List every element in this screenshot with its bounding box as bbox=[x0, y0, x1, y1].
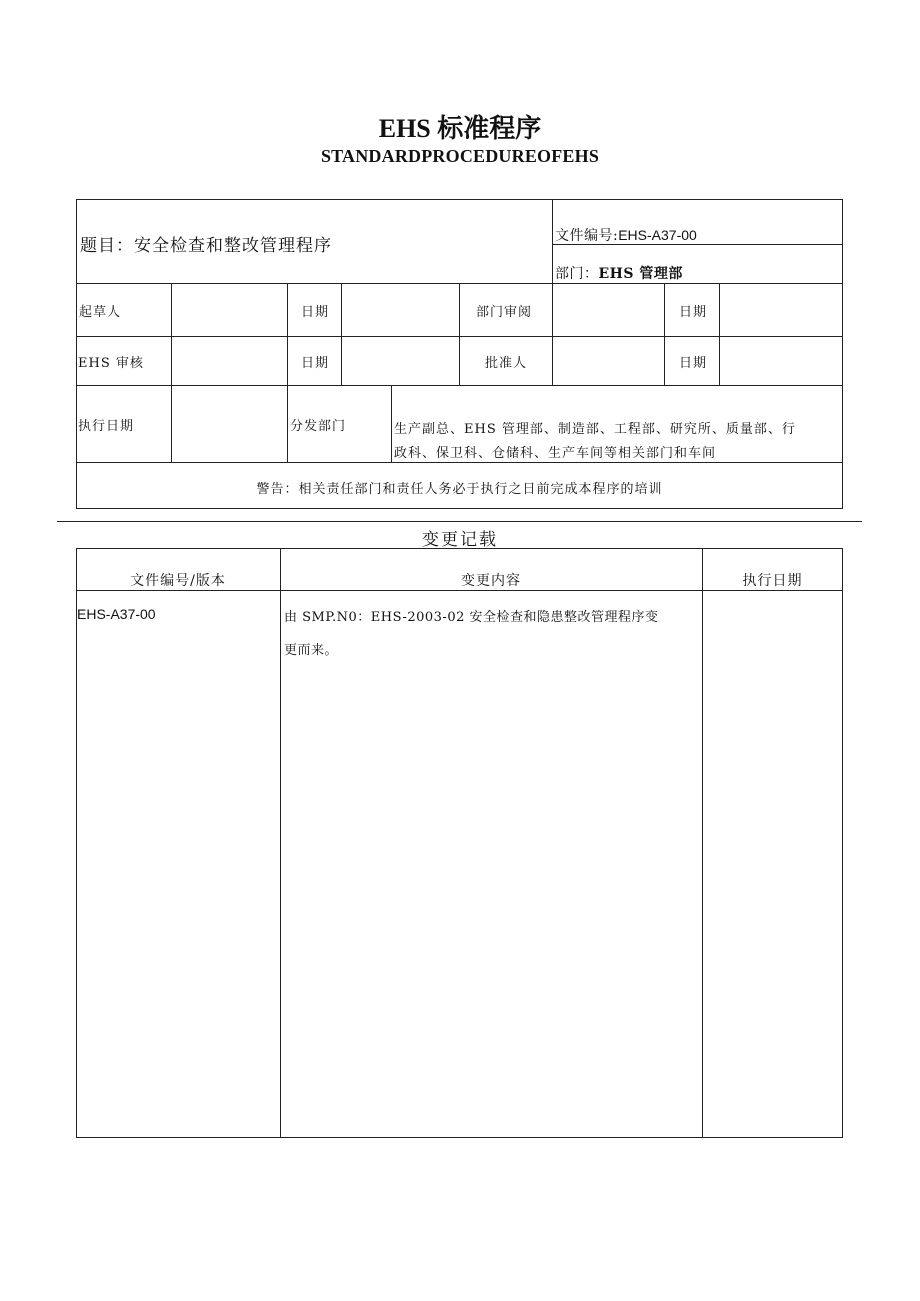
date-label: 日期 bbox=[301, 305, 330, 320]
doc-number-field bbox=[555, 225, 697, 245]
table-divider bbox=[76, 590, 843, 591]
table-cell-version: EHS-A37-00 bbox=[77, 606, 156, 622]
table-divider bbox=[719, 283, 720, 385]
table-divider bbox=[76, 385, 843, 386]
table-cell-content: 更而来。 bbox=[284, 643, 339, 658]
dept-value: EHS 管理部 bbox=[598, 266, 683, 282]
table-divider bbox=[459, 283, 460, 385]
subject-label: 题目： bbox=[80, 236, 134, 256]
ehs-review-label: EHS 审核 bbox=[78, 356, 144, 371]
distribution-list-line: 生产副总、EHS 管理部、制造部、工程部、研究所、质量部、行 bbox=[394, 422, 796, 437]
table-divider bbox=[391, 385, 392, 462]
section-separator bbox=[57, 521, 862, 522]
column-header-content: 变更内容 bbox=[461, 573, 521, 589]
table-divider bbox=[280, 548, 281, 1138]
date-label: 日期 bbox=[301, 356, 330, 371]
approver-label: 批准人 bbox=[485, 356, 528, 371]
table-cell-content: 由 SMP.N0：EHS-2003-02 安全检查和隐患整改管理程序变 bbox=[284, 610, 659, 625]
dept-field bbox=[555, 263, 683, 283]
table-divider bbox=[552, 199, 553, 283]
change-record-table bbox=[76, 548, 843, 1138]
subject-field bbox=[80, 231, 332, 256]
distribution-label: 分发部门 bbox=[290, 419, 347, 434]
table-divider bbox=[552, 283, 553, 385]
table-divider bbox=[341, 283, 342, 385]
doc-number-value: EHS-A37-00 bbox=[618, 227, 697, 243]
drafter-label: 起草人 bbox=[79, 305, 122, 320]
page-subtitle: STANDARDPROCEDUREOFEHS bbox=[320, 146, 600, 166]
date-label: 日期 bbox=[679, 356, 708, 371]
table-divider bbox=[76, 462, 843, 463]
change-record-title: 变更记载 bbox=[422, 530, 498, 550]
effective-date-label: 执行日期 bbox=[78, 419, 135, 434]
dept-label: 部门： bbox=[555, 266, 599, 282]
dept-review-label: 部门审阅 bbox=[476, 305, 533, 320]
column-header-date: 执行日期 bbox=[742, 573, 803, 589]
distribution-list-line: 政科、保卫科、仓储科、生产车间等相关部门和车间 bbox=[394, 446, 717, 461]
table-divider bbox=[287, 283, 288, 462]
subject-value: 安全检查和整改管理程序 bbox=[134, 236, 332, 256]
table-divider bbox=[664, 283, 665, 385]
date-label: 日期 bbox=[679, 305, 708, 320]
page-title: EHS 标准程序 bbox=[378, 114, 542, 143]
table-divider bbox=[171, 283, 172, 462]
table-divider bbox=[702, 548, 703, 1138]
training-warning: 警告：相关责任部门和责任人务必于执行之日前完成本程序的培训 bbox=[256, 482, 663, 497]
column-header-version: 文件编号/版本 bbox=[130, 573, 226, 589]
doc-number-label: 文件编号: bbox=[555, 228, 619, 244]
